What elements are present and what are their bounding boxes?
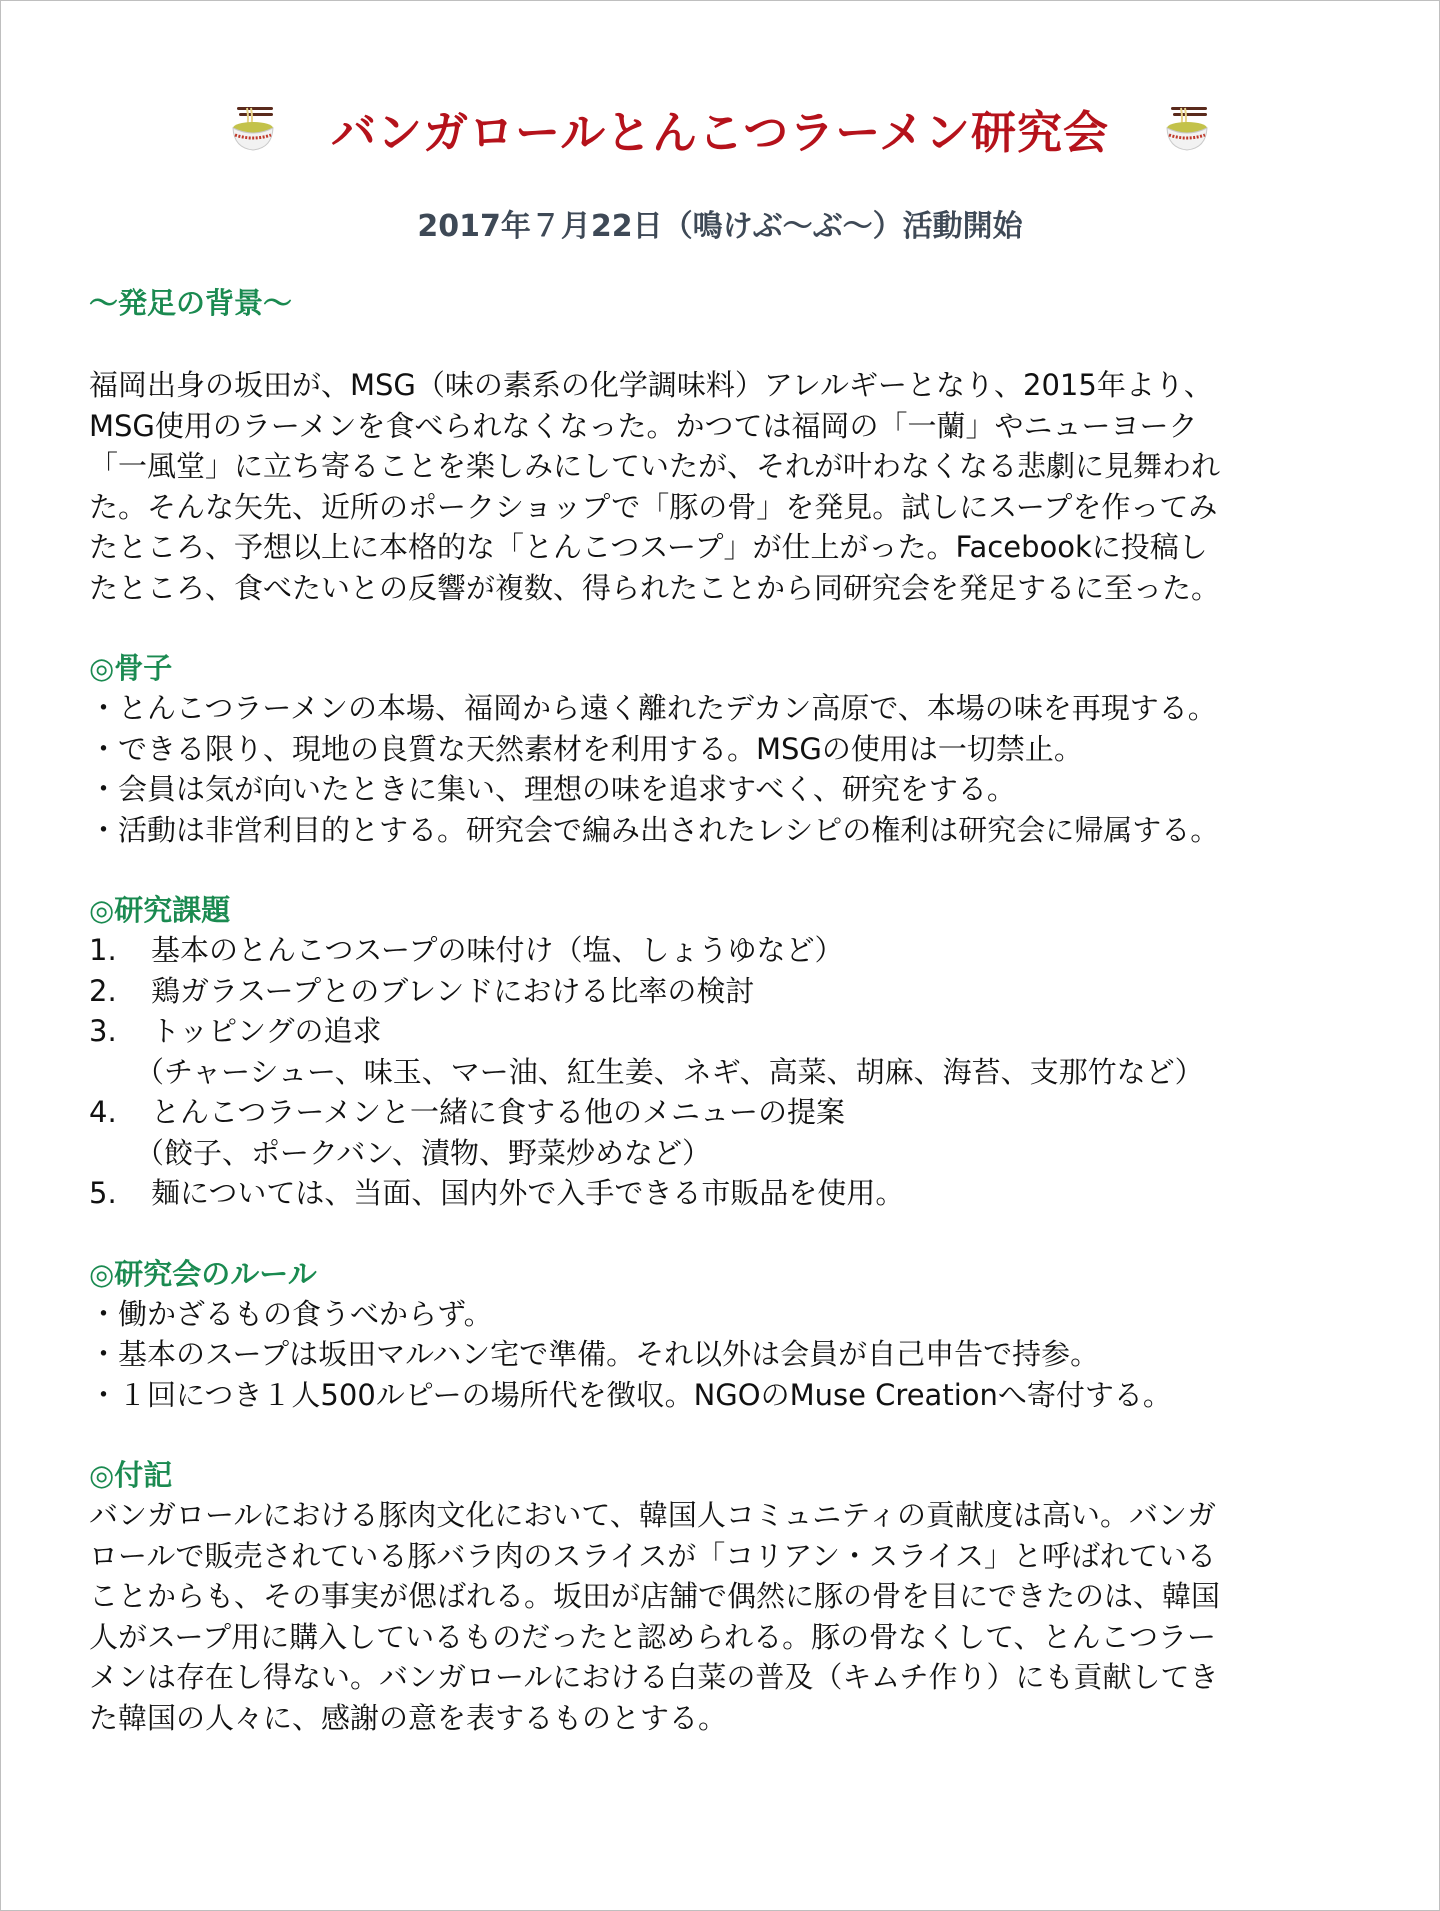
paragraph-line: 「一風堂」に立ち寄ることを楽しみにしていたが、それが叶わなくなる悲劇に見舞われ	[89, 449, 1221, 483]
page-title: バンガロールとんこつラーメン研究会	[331, 105, 1109, 159]
list-number: 1.	[89, 933, 117, 967]
list-item: ・とんこつラーメンの本場、福岡から遠く離れたデカン高原で、本場の味を再現する。	[89, 691, 1217, 725]
paragraph-line: MSG使用のラーメンを食べられなくなった。かつては福岡の「一蘭」やニューヨーク	[89, 408, 1198, 443]
paragraph-line: た。そんな矢先、近所のポークショップで「豚の骨」を発見。試しにスープを作ってみ	[89, 489, 1218, 524]
start-date-subtitle: 2017年７月22日（鳴けぶ〜ぶ〜）活動開始	[417, 209, 1023, 244]
list-item	[89, 1092, 1369, 1133]
list-item: ・会員は気が向いたときに集い、理想の味を追求すべく、研究をする。	[89, 772, 1016, 806]
list-item: ・できる限り、現地の良質な天然素材を利用する。MSGの使用は一切禁止。	[89, 731, 1083, 766]
list-item: ・活動は非営利目的とする。研究会で編み出されたレシピの権利は研究会に帰属する。	[89, 812, 1220, 847]
list-item: ・１回につき１人500ルピーの場所代を徴収。NGOのMuse Creationへ寄付する。	[89, 1377, 1172, 1412]
title-row	[1, 93, 1439, 163]
list-text: トッピングの追求	[151, 1014, 382, 1048]
ramen-bowl-icon	[1161, 102, 1213, 154]
list-text: 鶏ガラスープとのブレンドにおける比率の検討	[151, 973, 755, 1008]
list-item: ・基本のスープは坂田マルハン宅で準備。それ以外は会員が自己申告で持参。	[89, 1337, 1100, 1371]
section-heading-rules: ◎研究会のルール	[89, 1256, 317, 1291]
paragraph-line: 福岡出身の坂田が、MSG（味の素系の化学調味料）アレルギーとなり、2015年より、	[89, 368, 1213, 402]
list-text: 基本のとんこつスープの味付け（塩、しょうゆなど）	[151, 933, 844, 967]
principles-list	[89, 688, 1369, 850]
list-item	[89, 930, 1369, 971]
notes-paragraph	[89, 1495, 1369, 1738]
paragraph-line: ロールで販売されている豚バラ肉のスライスが「コリアン・スライス」と呼ばれている	[89, 1538, 1216, 1573]
rules-list	[89, 1294, 1369, 1416]
section-heading-research-topics: ◎研究課題	[89, 893, 231, 927]
paragraph-line: ことからも、その事実が偲ばれる。坂田が店舗で偶然に豚の骨を目にできたのは、韓国	[89, 1579, 1221, 1613]
list-item: ・働かざるもの食うべからず。	[89, 1296, 493, 1331]
paragraph-line: バンガロールにおける豚肉文化において、韓国人コミュニティの貢献度は高い。バンガ	[89, 1498, 1216, 1532]
paragraph-line: メンは存在し得ない。バンガロールにおける白菜の普及（キムチ作り）にも貢献してき	[89, 1660, 1219, 1694]
list-number: 4.	[89, 1095, 117, 1129]
research-topics-list	[89, 930, 1369, 1214]
section-heading-principles: ◎骨子	[89, 651, 173, 685]
list-text: とんこつラーメンと一緒に食する他のメニューの提案	[151, 1095, 845, 1129]
list-item	[89, 971, 1369, 1012]
section-heading-background: 〜発足の背景〜	[89, 286, 293, 320]
list-item	[89, 1011, 1369, 1052]
list-subtext: （チャーシュー、味玉、マー油、紅生姜、ネギ、高菜、胡麻、海苔、支那竹など）	[135, 1054, 1204, 1089]
list-text: 麺については、当面、国内外で入手できる市販品を使用。	[151, 1176, 905, 1210]
background-paragraph	[89, 365, 1369, 608]
paragraph-line: たところ、予想以上に本格的な「とんこつスープ」が仕上がった。Facebookに投稿し	[89, 530, 1208, 564]
list-number: 2.	[89, 973, 117, 1008]
ramen-bowl-icon	[227, 102, 279, 154]
list-number: 5.	[89, 1176, 117, 1210]
paragraph-line: たところ、食べたいとの反響が複数、得られたことから同研究会を発足するに至った。	[89, 570, 1221, 605]
list-item	[89, 1173, 1369, 1214]
section-heading-notes: ◎付記	[89, 1458, 173, 1492]
paragraph-line: た韓国の人々に、感謝の意を表するものとする。	[89, 1700, 728, 1735]
list-number: 3.	[89, 1014, 117, 1048]
paragraph-line: 人がスープ用に購入しているものだったと認められる。豚の骨なくして、とんこつラー	[89, 1619, 1216, 1654]
list-subtext: （餃子、ポークバン、漬物、野菜炒めなど）	[135, 1135, 711, 1170]
document-body	[89, 283, 1369, 1738]
